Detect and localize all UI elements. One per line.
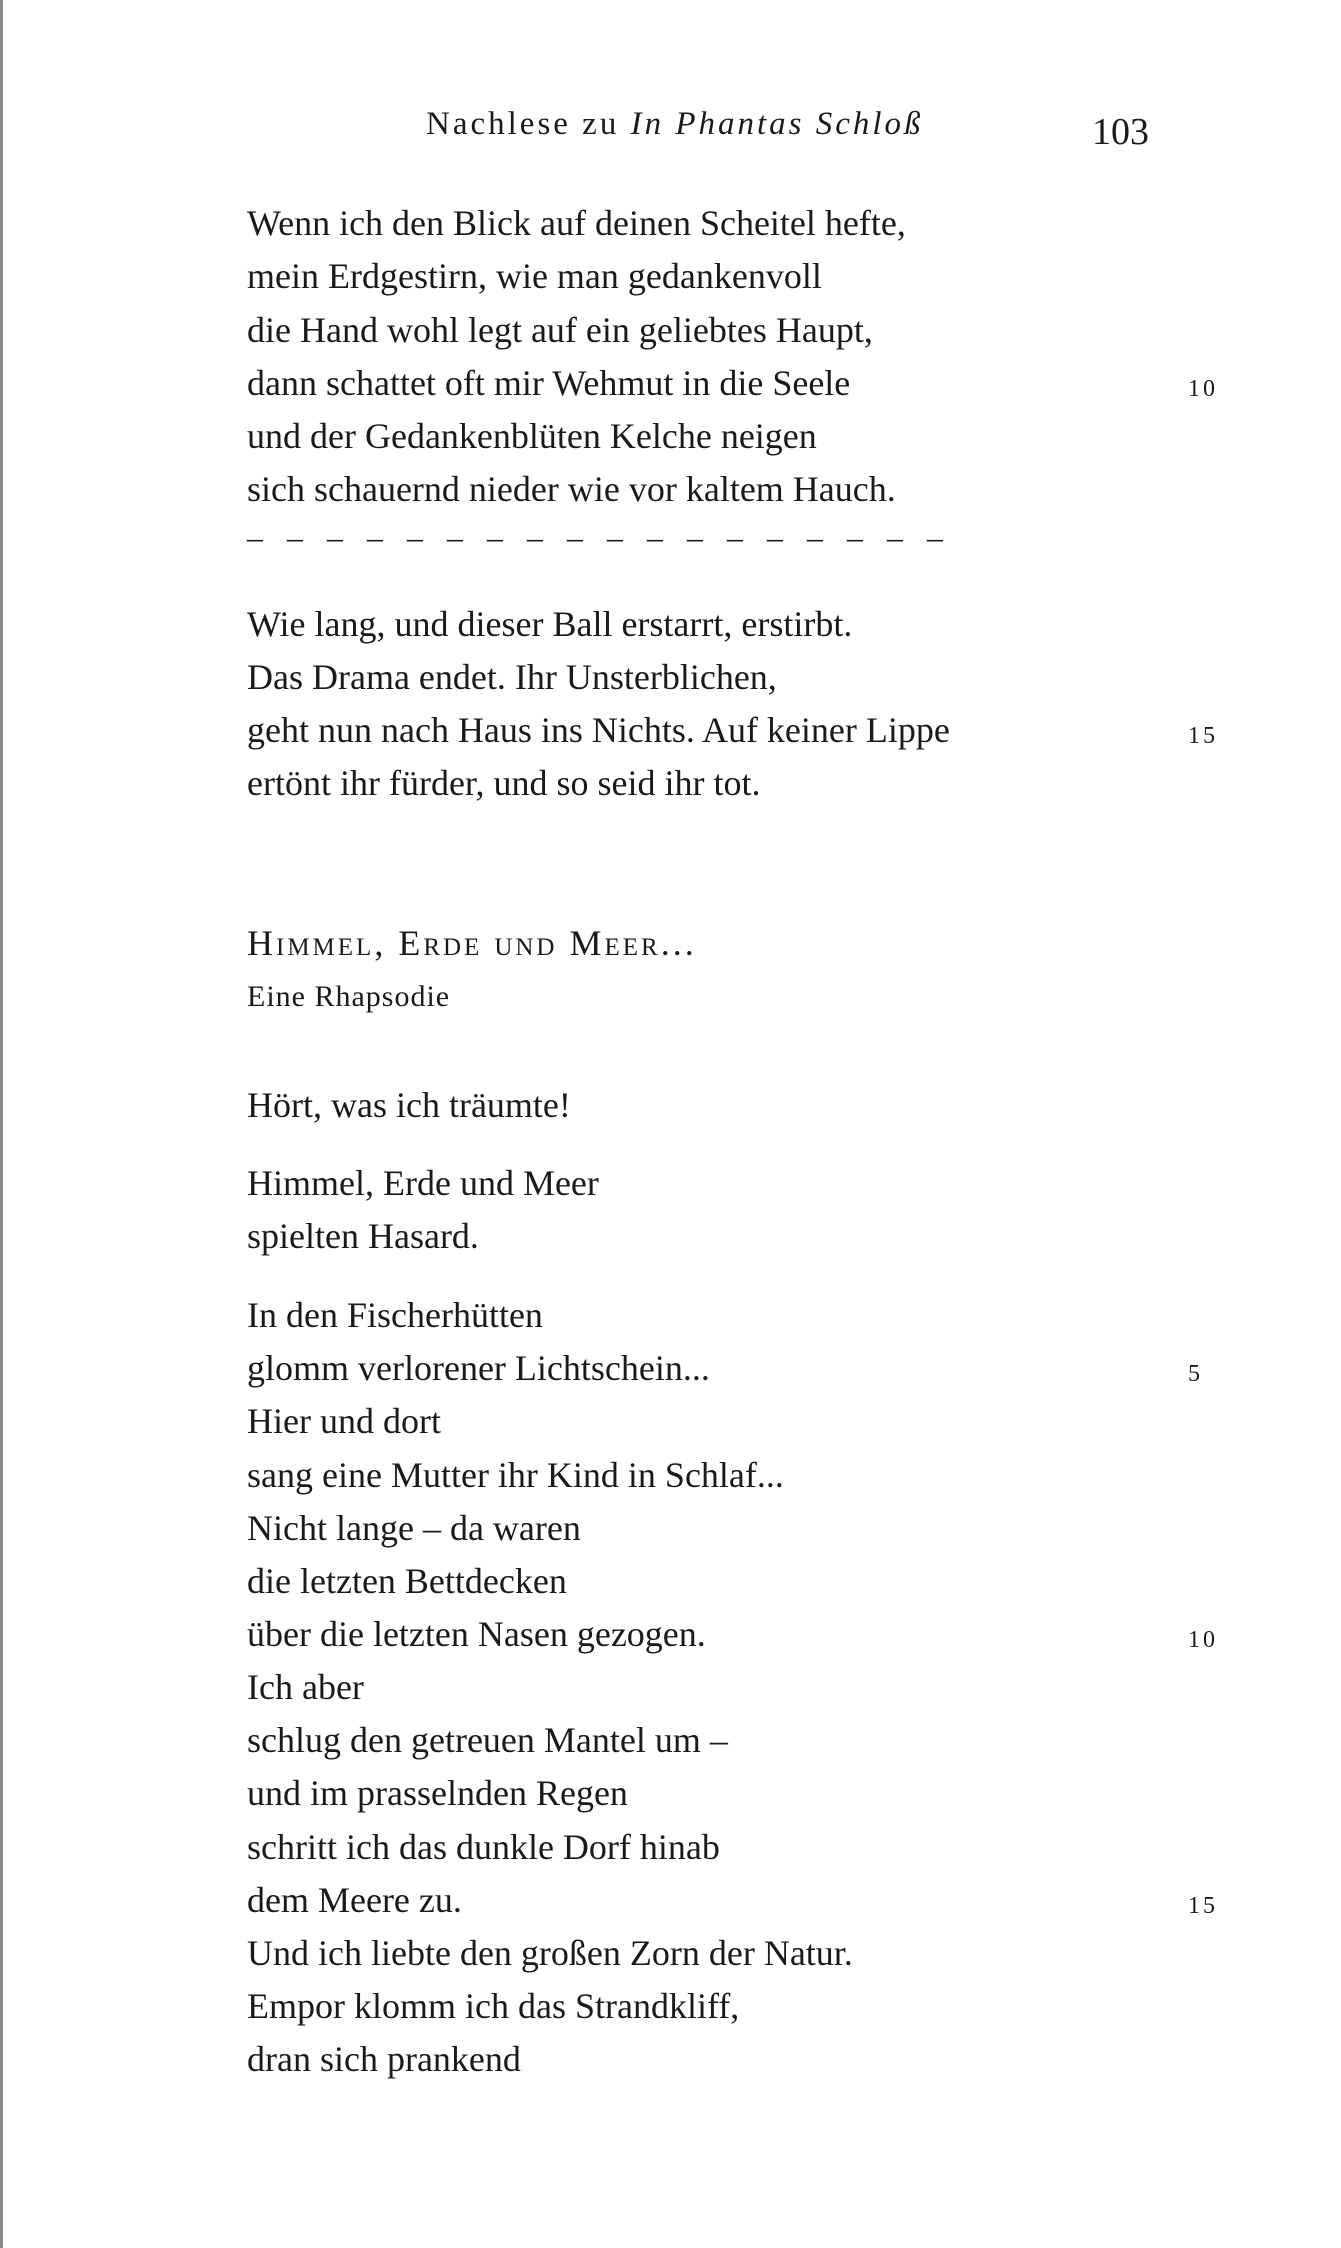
section-separator: – – – – – – – – – – – – – – – – – –	[247, 519, 951, 555]
verse-line: schritt ich das dunkle Dorf hinab	[247, 1827, 720, 1867]
verse-line: mein Erdgestirn, wie man gedankenvoll	[247, 256, 822, 296]
verse-line: sich schauernd nieder wie vor kaltem Hauch.	[247, 469, 896, 509]
line-number: 15	[1188, 723, 1218, 749]
page-number: 103	[1092, 111, 1149, 153]
verse-line: ertönt ihr fürder, und so seid ihr tot.	[247, 763, 761, 803]
section-subtitle: Eine Rhapsodie	[247, 980, 451, 1013]
verse-line: In den Fischerhütten	[247, 1295, 543, 1335]
verse-line: sang eine Mutter ihr Kind in Schlaf...	[247, 1455, 784, 1495]
verse-line: schlug den getreuen Mantel um –	[247, 1720, 728, 1760]
running-title-prefix: Nachlese zu	[426, 106, 620, 142]
verse-line: Hier und dort	[247, 1401, 441, 1441]
verse-line: Ich aber	[247, 1667, 364, 1707]
verse-line: geht nun nach Haus ins Nichts. Auf keiner Lippe	[247, 710, 950, 750]
verse-line: Hört, was ich träumte!	[247, 1085, 571, 1125]
verse-line: Empor klomm ich das Strandkliff,	[247, 1986, 740, 2026]
verse-line: Und ich liebte den großen Zorn der Natur.	[247, 1933, 853, 1973]
verse-line: Wenn ich den Blick auf deinen Scheitel hefte,	[247, 203, 906, 243]
running-header	[426, 108, 924, 141]
line-number: 5	[1188, 1361, 1203, 1387]
verse-line: die letzten Bettdecken	[247, 1561, 567, 1601]
verse-line: Das Drama endet. Ihr Unsterblichen,	[247, 657, 777, 697]
verse-line: dran sich prankend	[247, 2039, 521, 2079]
verse-line: über die letzten Nasen gezogen.	[247, 1614, 706, 1654]
running-title-italic: In Phantas Schloß	[630, 106, 924, 142]
verse-line: Wie lang, und dieser Ball erstarrt, erstirbt.	[247, 604, 853, 644]
line-number: 10	[1188, 1627, 1218, 1653]
verse-line: spielten Hasard.	[247, 1216, 479, 1256]
line-number: 15	[1188, 1893, 1218, 1919]
verse-line: und der Gedankenblüten Kelche neigen	[247, 416, 817, 456]
verse-line: und im prasselnden Regen	[247, 1773, 628, 1813]
verse-line: dem Meere zu.	[247, 1880, 462, 1920]
verse-line: dann schattet oft mir Wehmut in die Seele	[247, 363, 851, 403]
verse-line: Nicht lange – da waren	[247, 1508, 581, 1548]
section-title: Himmel, Erde und Meer...	[247, 923, 697, 963]
verse-line: glomm verlorener Lichtschein...	[247, 1348, 710, 1388]
line-number: 10	[1188, 376, 1218, 402]
verse-line: die Hand wohl legt auf ein geliebtes Haupt,	[247, 310, 873, 350]
page-edge	[0, 0, 3, 2248]
verse-line: Himmel, Erde und Meer	[247, 1163, 599, 1203]
